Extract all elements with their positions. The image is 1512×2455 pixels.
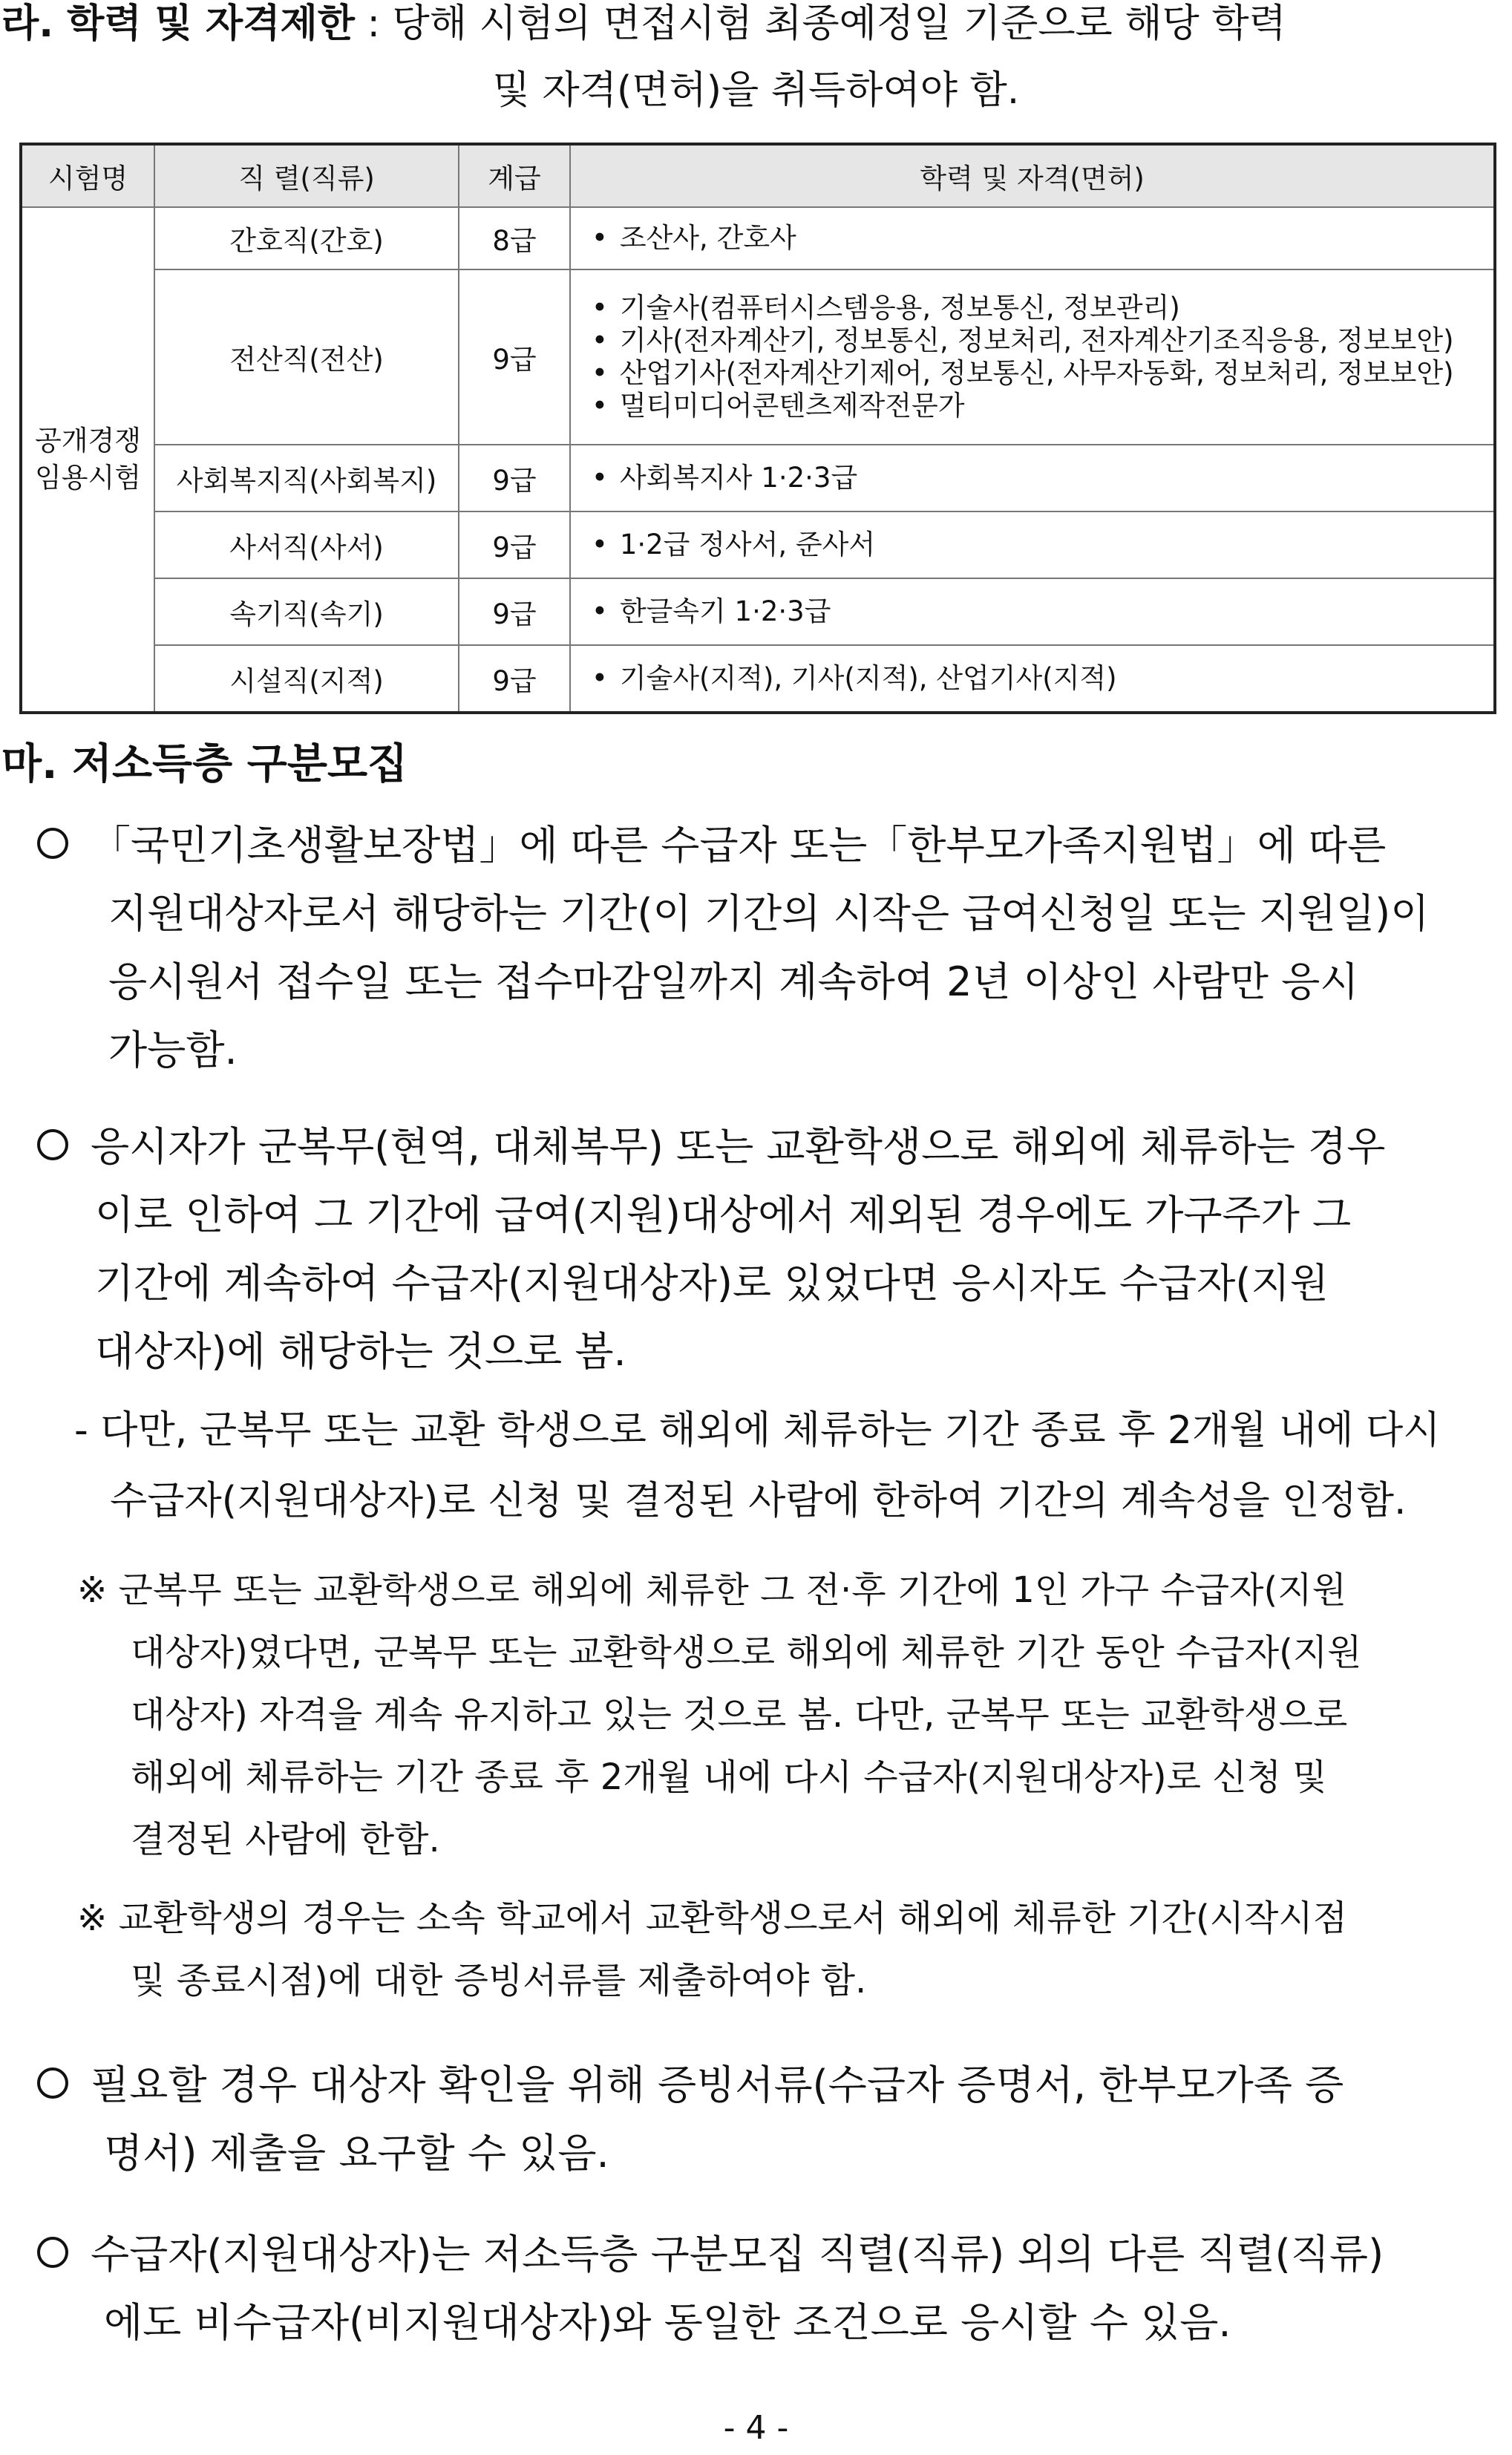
- paragraph-line: 필요할 경우 대상자 확인을 위해 증빙서류(수급자 증명서, 한부모가족 증: [91, 2062, 1344, 2108]
- qual-item: • 1·2급 정사서, 준사서: [592, 529, 1483, 561]
- table-header-row: [21, 144, 1495, 207]
- paragraph-line: 가능함.: [108, 1027, 238, 1073]
- paragraph-line: 대상자)에 해당하는 것으로 봄.: [95, 1328, 626, 1375]
- paragraph-line: 응시원서 접수일 또는 접수마감일까지 계속하여 2년 이상인 사람만 응시: [108, 958, 1359, 1005]
- circle-bullet-icon: [37, 1129, 68, 1160]
- section-ra-label: 라. 학력 및 자격제한: [1, 1, 355, 46]
- circle-bullet-icon: [37, 2237, 68, 2268]
- circle-bullet-icon: [37, 2067, 68, 2099]
- qual-item: • 기사(전자계산기, 정보통신, 정보처리, 전자계산기조직응용, 정보보안): [592, 324, 1483, 357]
- paragraph-line: 대상자) 자격을 계속 유지하고 있는 것으로 봄. 다만, 군복무 또는 교환학생으로: [131, 1694, 1348, 1736]
- qual-item: • 사회복지사 1·2·3급: [592, 462, 1483, 494]
- paragraph-line: 지원대상자로서 해당하는 기간(이 기간의 시작은 급여신청일 또는 지원일)이: [108, 890, 1430, 937]
- qual-item: • 한글속기 1·2·3급: [592, 595, 1483, 628]
- job-cell: 속기직(속기): [154, 578, 459, 645]
- qual-cell: [570, 269, 1495, 445]
- job-cell: 사서직(사서): [154, 511, 459, 578]
- header-exam: 시험명: [21, 144, 154, 207]
- qual-item: • 멀티미디어콘텐츠제작전문가: [592, 390, 1483, 422]
- job-cell: 전산직(전산): [154, 269, 459, 445]
- page-number: - 4 -: [723, 2409, 789, 2447]
- paragraph-line: 에도 비수급자(비지원대상자)와 동일한 조건으로 응시할 수 있음.: [104, 2299, 1231, 2346]
- job-cell: 사회복지직(사회복지): [154, 445, 459, 511]
- header-qualification: 학력 및 자격(면허): [570, 144, 1495, 207]
- exam-name-line1: 공개경쟁: [35, 425, 141, 457]
- job-cell: 시설직(지적): [154, 645, 459, 713]
- grade-cell: 9급: [459, 578, 570, 645]
- section-ra-text: : 당해 시험의 면접시험 최종예정일 기준으로 해당 학력: [354, 1, 1286, 46]
- job-cell: 간호직(간호): [154, 207, 459, 269]
- section-ra-line1: [1, 0, 1286, 53]
- qual-cell: [570, 511, 1495, 578]
- paragraph-line: 해외에 체류하는 기간 종료 후 2개월 내에 다시 수급자(지원대상자)로 신청 및: [131, 1756, 1327, 1798]
- exam-name-cell: [21, 207, 154, 713]
- qual-cell: [570, 445, 1495, 511]
- qual-cell: [570, 645, 1495, 713]
- paragraph-line: 응시자가 군복무(현역, 대체복무) 또는 교환학생으로 해외에 체류하는 경우: [91, 1123, 1386, 1170]
- circle-bullet-icon: [37, 828, 68, 859]
- paragraph-line: ※ 군복무 또는 교환학생으로 해외에 체류한 그 전·후 기간에 1인 가구 수급자(지원: [77, 1569, 1346, 1611]
- paragraph-line: 및 종료시점)에 대한 증빙서류를 제출하여야 함.: [131, 1960, 867, 2001]
- paragraph-line: 기간에 계속하여 수급자(지원대상자)로 있었다면 응시자도 수급자(지원: [95, 1260, 1329, 1307]
- qual-item: • 기술사(컴퓨터시스템응용, 정보통신, 정보관리): [592, 292, 1483, 324]
- grade-cell: 9급: [459, 511, 570, 578]
- paragraph-line: - 다만, 군복무 또는 교환 학생으로 해외에 체류하는 기간 종료 후 2개월 내에 다시: [74, 1408, 1441, 1453]
- paragraph-line: ※ 교환학생의 경우는 소속 학교에서 교환학생으로서 해외에 체류한 기간(시작시점: [77, 1897, 1348, 1939]
- qual-item: • 기술사(지적), 기사(지적), 산업기사(지적): [592, 662, 1483, 695]
- table-row: [21, 578, 1495, 645]
- paragraph-line: 명서) 제출을 요구할 수 있음.: [104, 2130, 609, 2177]
- paragraph-line: 수급자(지원대상자)는 저소득층 구분모집 직렬(직류) 외의 다른 직렬(직류): [91, 2231, 1384, 2278]
- paragraph-line: 「국민기초생활보장법」에 따른 수급자 또는「한부모가족지원법」에 따른: [91, 822, 1387, 869]
- grade-cell: 8급: [459, 207, 570, 269]
- qualification-table: [19, 143, 1493, 714]
- header-grade: 계급: [459, 144, 570, 207]
- paragraph-line: 결정된 사람에 한함.: [131, 1819, 440, 1860]
- qual-item: • 조산사, 간호사: [592, 222, 1483, 255]
- grade-cell: 9급: [459, 445, 570, 511]
- qual-item: • 산업기사(전자계산기제어, 정보통신, 사무자동화, 정보처리, 정보보안): [592, 357, 1483, 390]
- grade-cell: 9급: [459, 269, 570, 445]
- header-job: 직 렬(직류): [154, 144, 459, 207]
- paragraph-line: 수급자(지원대상자)로 신청 및 결정된 사람에 한하여 기간의 계속성을 인정함.: [110, 1479, 1407, 1523]
- section-ma-heading: 마. 저소득층 구분모집: [1, 740, 408, 788]
- section-ra-line2: 및 자격(면허)을 취득하여야 함.: [492, 68, 1020, 113]
- qual-cell: [570, 578, 1495, 645]
- exam-name-line2: 임용시험: [35, 462, 141, 494]
- paragraph-line: 대상자)였다면, 군복무 또는 교환학생으로 해외에 체류한 기간 동안 수급자(지원: [131, 1632, 1362, 1673]
- table-row: [21, 511, 1495, 578]
- table-row: [21, 445, 1495, 511]
- paragraph-line: 이로 인하여 그 기간에 급여(지원)대상에서 제외된 경우에도 가구주가 그: [95, 1191, 1352, 1238]
- qual-cell: [570, 207, 1495, 269]
- table-row: [21, 645, 1495, 713]
- grade-cell: 9급: [459, 645, 570, 713]
- table-row: [21, 269, 1495, 445]
- table-row: [21, 207, 1495, 269]
- section-ra: [0, 0, 1512, 126]
